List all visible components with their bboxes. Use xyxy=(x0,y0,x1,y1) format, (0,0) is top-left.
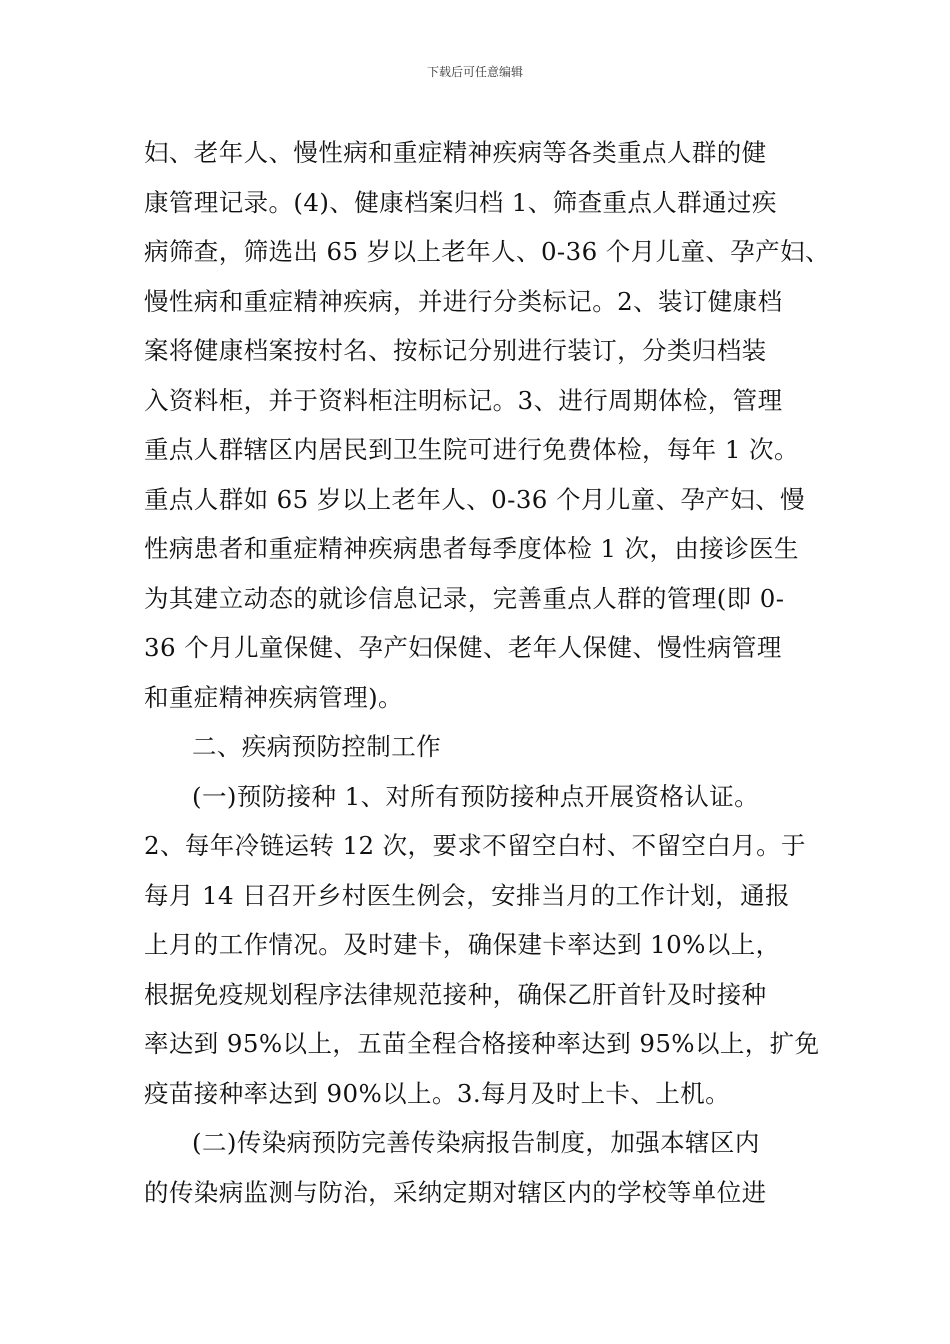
text-line: 率达到 95%以上，五苗全程合格接种率达到 95%以上，扩免 xyxy=(144,1029,820,1058)
text-line: 入资料柜，并于资料柜注明标记。3、进行周期体检，管理 xyxy=(144,385,783,415)
text-line: 康管理记录。(4)、健康档案归档 1、筛查重点人群通过疾 xyxy=(144,187,777,217)
text-line: (一)预防接种 1、对所有预防接种点开展资格认证。 xyxy=(192,781,759,811)
text-line: 性病患者和重症精神疾病患者每季度体检 1 次，由接诊医生 xyxy=(144,534,799,563)
text-line: 和重症精神疾病管理)。 xyxy=(144,682,403,712)
text-line: 为其建立动态的就诊信息记录，完善重点人群的管理(即 0- xyxy=(144,583,785,613)
text-line: 36 个月儿童保健、孕产妇保健、老年人保健、慢性病管理 xyxy=(144,633,782,662)
text-line: 上月的工作情况。及时建卡，确保建卡率达到 10%以上， xyxy=(144,930,781,959)
text-line: 妇、老年人、慢性病和重症精神疾病等各类重点人群的健 xyxy=(144,138,767,167)
text-line: 根据免疫规划程序法律规范接种，确保乙肝首针及时接种 xyxy=(144,979,767,1009)
text-line: 慢性病和重症精神疾病，并进行分类标记。2、装订健康档 xyxy=(144,286,783,316)
paragraph-infectious-disease xyxy=(144,1118,824,1217)
text-line: 的传染病监测与防治，采纳定期对辖区内的学校等单位进 xyxy=(144,1177,767,1207)
paragraph-health-records xyxy=(144,128,830,722)
section-heading: 二、疾病预防控制工作 xyxy=(192,732,441,761)
text-line: (二)传染病预防完善传染病报告制度，加强本辖区内 xyxy=(192,1128,760,1157)
text-line: 重点人群如 65 岁以上老年人、0-36 个月儿童、孕产妇、慢 xyxy=(144,484,805,514)
text-line: 病筛查，筛选出 65 岁以上老年人、0-36 个月儿童、孕产妇、 xyxy=(144,237,830,266)
text-line: 2、每年冷链运转 12 次，要求不留空白村、不留空白月。于 xyxy=(144,831,806,860)
page-header: 下载后可任意编辑 xyxy=(426,65,523,79)
document-body xyxy=(144,128,830,1217)
paragraph-vaccination xyxy=(144,772,824,1119)
text-line: 案将健康档案按村名、按标记分别进行装订，分类归档装 xyxy=(144,336,767,365)
text-line: 疫苗接种率达到 90%以上。3.每月及时上卡、上机。 xyxy=(144,1078,731,1108)
text-line: 每月 14 日召开乡村医生例会，安排当月的工作计划，通报 xyxy=(144,880,790,910)
section-heading-disease-prevention xyxy=(144,722,824,772)
text-line: 重点人群辖区内居民到卫生院可进行免费体检，每年 1 次。 xyxy=(144,435,799,464)
